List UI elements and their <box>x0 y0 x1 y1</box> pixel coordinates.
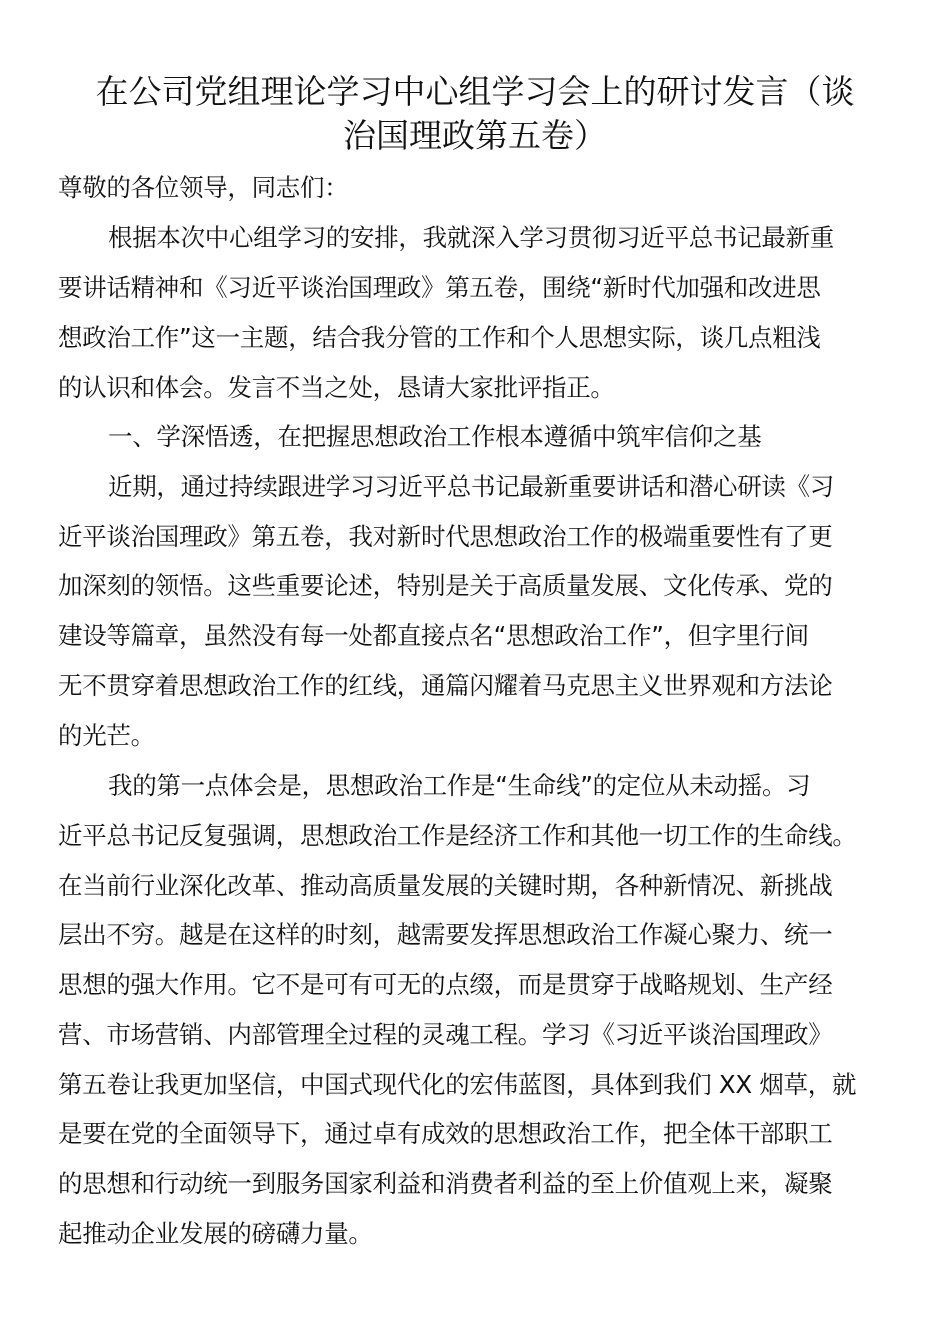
paragraph-1-line-2: 要讲话精神和《习近平谈治国理政》第五卷，围绕“新时代加强和改进思 <box>58 273 821 302</box>
section-heading-1: 一、学深悟透，在把握思想政治工作根本遵循中筑牢信仰之基 <box>108 422 762 451</box>
paragraph-2-line-4: 建设等篇章，虽然没有每一处都直接点名“思想政治工作”，但字里行间 <box>58 621 809 650</box>
paragraph-3-line-5: 思想的强大作用。它不是可有可无的点缀，而是贯穿于战略规划、生产经 <box>58 970 833 999</box>
paragraph-3-line-7: 第五卷让我更加坚信，中国式现代化的宏伟蓝图，具体到我们 XX 烟草，就 <box>58 1070 857 1099</box>
paragraph-1-line-1: 根据本次中心组学习的安排，我就深入学习贯彻习近平总书记最新重 <box>108 223 834 252</box>
paragraph-3-line-1: 我的第一点体会是，思想政治工作是“生命线”的定位从未动摇。习 <box>108 771 811 800</box>
paragraph-2-line-1: 近期，通过持续跟进学习习近平总书记最新重要讲话和潜心研读《习 <box>108 472 834 501</box>
paragraph-3-line-10: 起推动企业发展的磅礴力量。 <box>58 1219 373 1248</box>
paragraph-3-line-8: 是要在党的全面领导下，通过卓有成效的思想政治工作，把全体干部职工 <box>58 1119 833 1148</box>
paragraph-3-line-2: 近平总书记反复强调，思想政治工作是经济工作和其他一切工作的生命线。 <box>58 821 857 850</box>
paragraph-2-line-3: 加深刻的领悟。这些重要论述，特别是关于高质量发展、文化传承、党的 <box>58 571 833 600</box>
paragraph-3-line-6: 营、市场营销、内部管理全过程的灵魂工程。学习《习近平谈治国理政》 <box>58 1020 833 1049</box>
document-title-line-1: 在公司党组理论学习中心组学习会上的研讨发言（谈 <box>95 72 855 111</box>
paragraph-3-line-3: 在当前行业深化改革、推动高质量发展的关键时期，各种新情况、新挑战 <box>58 871 833 900</box>
salutation: 尊敬的各位领导，同志们： <box>58 173 349 202</box>
paragraph-1-line-4: 的认识和体会。发言不当之处，恳请大家批评指正。 <box>58 373 615 402</box>
paragraph-2-line-6: 的光芒。 <box>58 721 155 750</box>
paragraph-2-line-2: 近平谈治国理政》第五卷，我对新时代思想政治工作的极端重要性有了更 <box>58 522 833 551</box>
document-title-line-2: 治国理政第五卷） <box>343 116 607 155</box>
paragraph-1-line-3: 想政治工作”这一主题，结合我分管的工作和个人思想实际，谈几点粗浅 <box>58 323 821 352</box>
paragraph-2-line-5: 无不贯穿着思想政治工作的红线，通篇闪耀着马克思主义世界观和方法论 <box>58 671 833 700</box>
paragraph-3-line-9: 的思想和行动统一到服务国家利益和消费者利益的至上价值观上来，凝聚 <box>58 1169 833 1198</box>
paragraph-3-line-4: 层出不穷。越是在这样的时刻，越需要发挥思想政治工作凝心聚力、统一 <box>58 920 833 949</box>
